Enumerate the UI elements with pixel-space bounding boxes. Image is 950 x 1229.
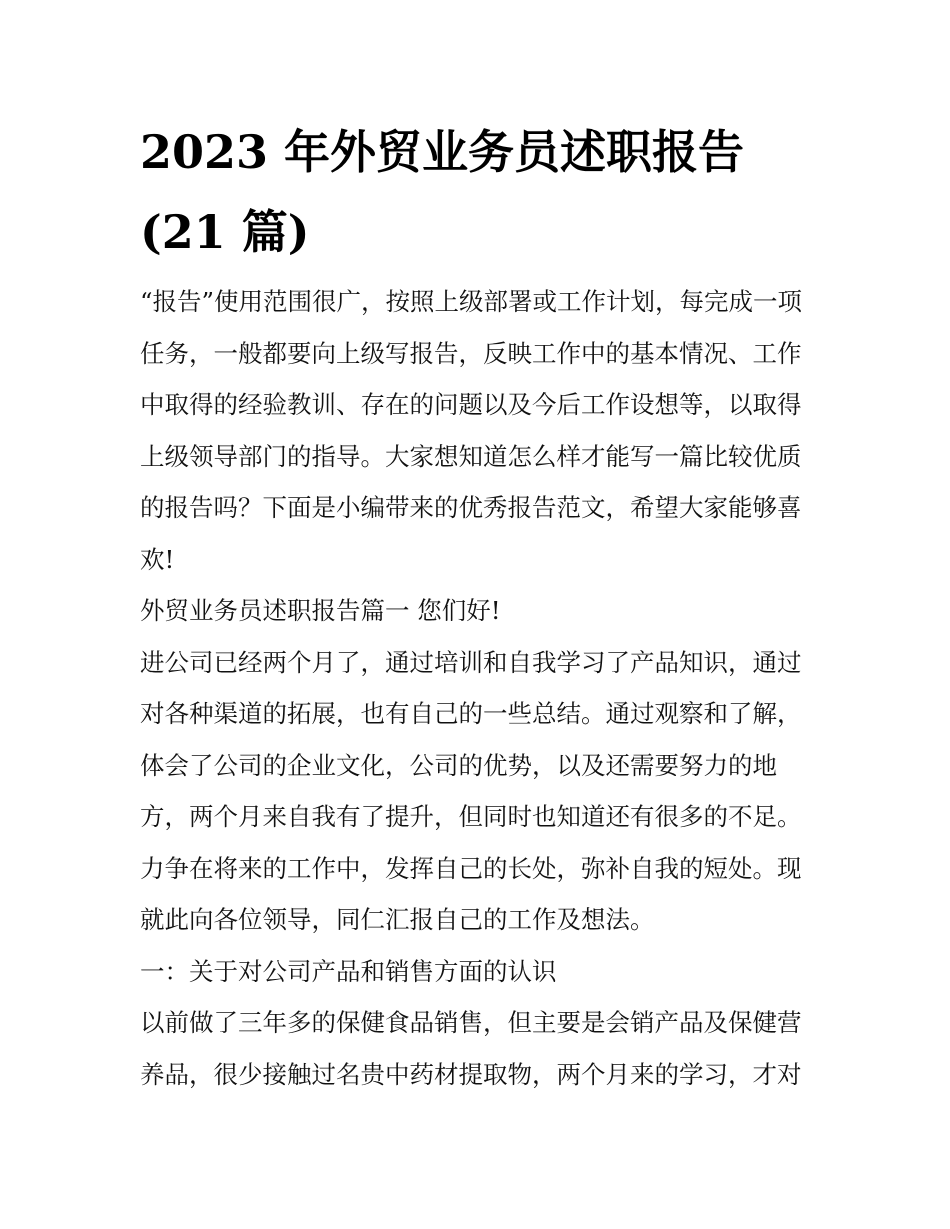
paragraph-line: 对各种渠道的拓展，也有自己的一些总结。通过观察和了解，: [140, 699, 802, 728]
paragraph-line: 中取得的经验教训、存在的问题以及今后工作设想等，以取得: [140, 390, 802, 419]
paragraph-line: 上级领导部门的指导。大家想知道怎么样才能写一篇比较优质: [140, 441, 802, 471]
paragraph-line: 体会了公司的企业文化，公司的优势，以及还需要努力的地: [140, 750, 777, 780]
document-page: [140, 112, 820, 1100]
section-heading-line: 外贸业务员述职报告篇一 您们好!: [140, 596, 501, 625]
title-line-1: 2023 年外贸业务员述职报告: [140, 125, 745, 179]
paragraph-line: “报告”使用范围很广，按照上级部署或工作计划，每完成一项: [140, 287, 803, 316]
paragraph-line: 就此向各位领导，同仁汇报自己的工作及想法。: [140, 905, 655, 934]
paragraph-line: 方，两个月来自我有了提升，但同时也知道还有很多的不足。: [140, 802, 802, 831]
document-title: [140, 112, 820, 272]
paragraph-line: 以前做了三年多的保健食品销售，但主要是会销产品及保健营: [140, 1008, 802, 1037]
paragraph-line: 力争在将来的工作中，发挥自己的长处，弥补自我的短处。现: [140, 853, 802, 883]
paragraph-line: 任务，一般都要向上级写报告，反映工作中的基本情况、工作: [140, 338, 802, 368]
paragraph-line: 进公司已经两个月了，通过培训和自我学习了产品知识，通过: [140, 647, 802, 677]
paragraph-line: 养品，很少接触过名贵中药材提取物，两个月来的学习，才对: [140, 1059, 802, 1089]
title-line-2: (21 篇): [140, 205, 310, 259]
paragraph-line: 欢!: [140, 544, 175, 574]
subsection-heading-line: 一：关于对公司产品和销售方面的认识: [140, 956, 557, 986]
document-body: [140, 276, 820, 1100]
paragraph-line: 的报告吗？下面是小编带来的优秀报告范文，希望大家能够喜: [140, 493, 802, 522]
